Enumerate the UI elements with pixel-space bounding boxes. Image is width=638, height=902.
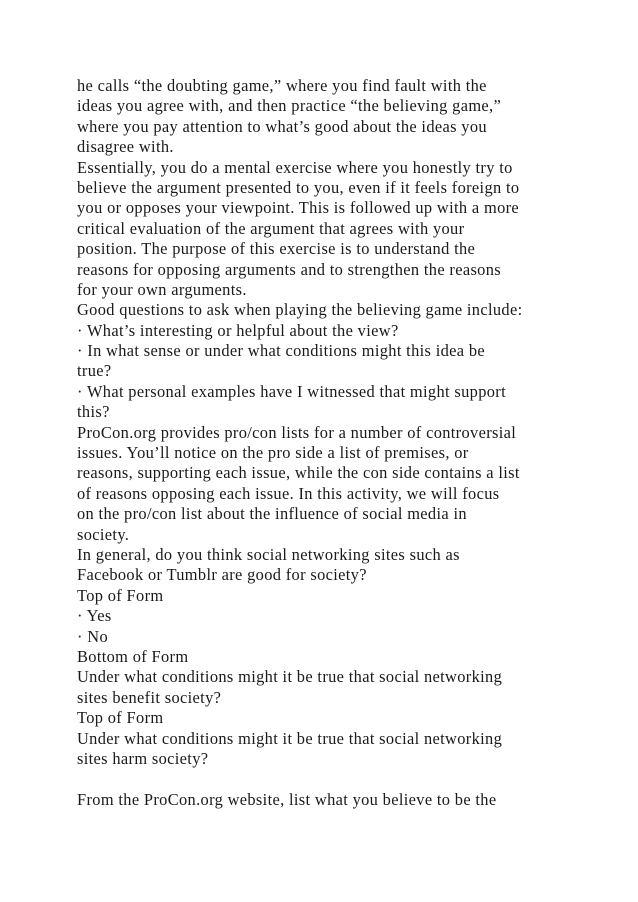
text-line: for your own arguments. xyxy=(77,279,247,299)
text-line: true? xyxy=(77,361,112,381)
form-marker-top: Top of Form xyxy=(77,708,164,728)
text-line: society. xyxy=(77,524,130,544)
question-text: sites harm society? xyxy=(77,748,209,768)
text-line: he calls “the doubting game,” where you find fault with the xyxy=(77,76,487,95)
question-text: Under what conditions might it be true that social networking xyxy=(77,728,503,748)
question-text: In general, do you think social networking sites such as xyxy=(77,544,460,564)
text-line: issues. You’ll notice on the pro side a list of premises, or xyxy=(77,443,469,463)
option-no: · No xyxy=(77,626,108,646)
text-line: believe the argument presented to you, even if it feels foreign to xyxy=(77,177,520,197)
text-line: position. The purpose of this exercise is to understand the xyxy=(77,239,476,259)
form-marker-top: Top of Form xyxy=(77,585,164,605)
text-line: this? xyxy=(77,402,110,422)
text-line: From the ProCon.org website, list what you believe to be the xyxy=(77,789,497,809)
text-line: disagree with. xyxy=(77,137,174,157)
text-line: reasons, supporting each issue, while the con side contains a list xyxy=(77,463,520,483)
text-line: of reasons opposing each issue. In this activity, we will focus xyxy=(77,483,500,503)
text-line: Good questions to ask when playing the believing game include: xyxy=(77,300,523,320)
text-line: reasons for opposing arguments and to strengthen the reasons xyxy=(77,259,502,279)
text-line: where you pay attention to what’s good about the ideas you xyxy=(77,116,487,136)
bullet-item: · What personal examples have I witnessed that might support xyxy=(77,381,506,401)
document-text xyxy=(77,76,577,810)
question-text: Facebook or Tumblr are good for society? xyxy=(77,565,367,585)
text-line: ideas you agree with, and then practice “the believing game,” xyxy=(77,96,502,116)
bullet-item: · What’s interesting or helpful about the view? xyxy=(77,320,399,340)
text-line: on the pro/con list about the influence of social media in xyxy=(77,504,467,524)
text-line: ProCon.org provides pro/con lists for a number of controversial xyxy=(77,422,517,442)
question-text: Under what conditions might it be true that social networking xyxy=(77,667,503,687)
blank-line xyxy=(77,769,577,789)
text-line: you or opposes your viewpoint. This is followed up with a more xyxy=(77,198,520,218)
option-yes: · Yes xyxy=(77,606,112,626)
question-text: sites benefit society? xyxy=(77,687,222,707)
text-line: critical evaluation of the argument that agrees with your xyxy=(77,218,465,238)
bullet-item: · In what sense or under what conditions might this idea be xyxy=(77,341,486,361)
text-line: Essentially, you do a mental exercise where you honestly try to xyxy=(77,157,513,177)
form-marker-bottom: Bottom of Form xyxy=(77,646,189,666)
